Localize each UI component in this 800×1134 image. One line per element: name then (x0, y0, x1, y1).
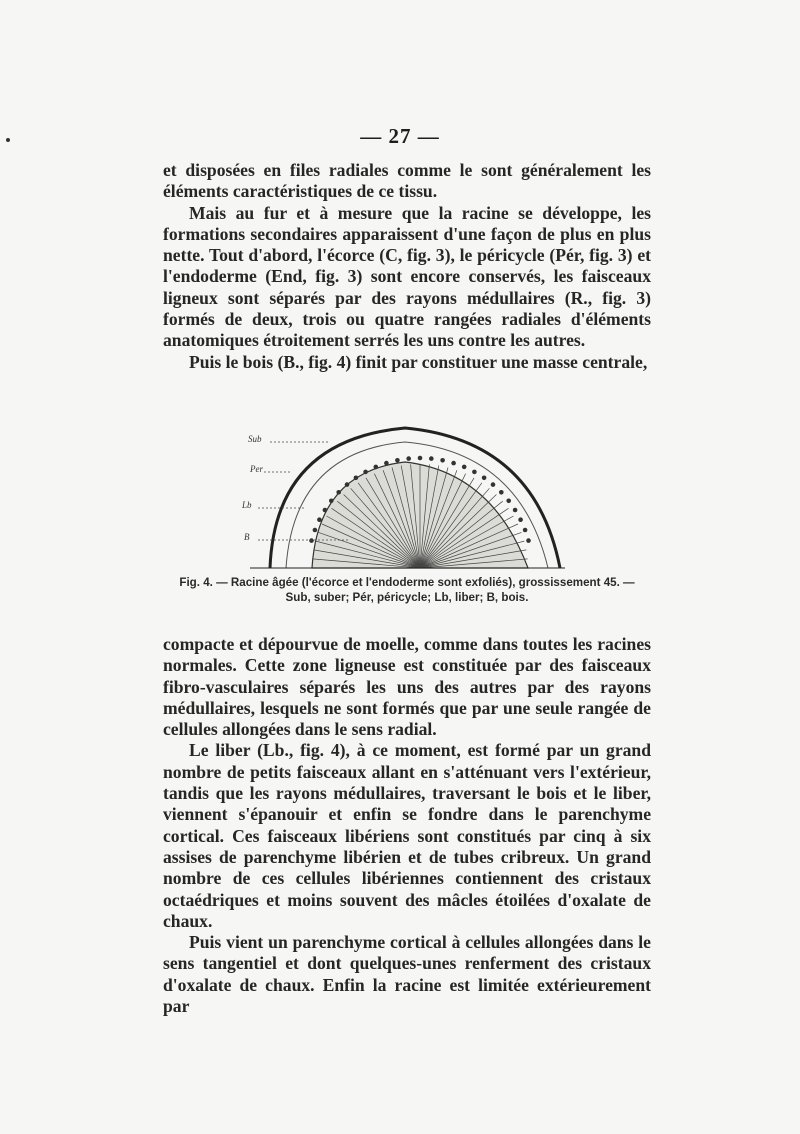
liber-bundle (336, 490, 341, 495)
paragraph-4: compacte et dépourvue de moelle, comme dans toutes les racines normales. Cette zone ligneuse est constituée par des faisceaux fibro-vasculaires séparés les uns des autres par des rayons médullaires, lesquels ne sont formés que par une seule rangée de cellules allongées dans le sens radial. (163, 634, 651, 740)
paragraph-3: Puis le bois (B., fig. 4) finit par constituer une masse centrale, (189, 351, 648, 372)
paragraph-5: Le liber (Lb., fig. 4), à ce moment, est formé par un grand nombre de petits faisceaux allant en s'atténuant vers l'extérieur, tandis que les rayons médullaires, traversant le bois et le liber, viennent s'épanouir et enfin se fondre dans le parenchyme cortical. Ces faisceaux libériens sont constitués par cinq à six assises de parenchyme libérien et de tubes cribreux. Un grand nombre de ces cellules libériennes contiennent des cristaux octaédriques et moins souvent des mâcles étoilées d'oxalate de chaux. (163, 740, 651, 931)
figure-caption (163, 575, 651, 605)
liber-bundle (313, 528, 318, 533)
caption-line-1: Fig. 4. — Racine âgée (l'écorce et l'endoderme sont exfoliés), grossissement 45. — (179, 576, 635, 589)
liber-bundle (418, 456, 423, 461)
liber-bundle (374, 465, 379, 470)
text-block-bottom (163, 634, 651, 1017)
liber-bundle (491, 482, 496, 487)
liber-bundle (499, 490, 504, 495)
root-cross-section-illustration (230, 410, 570, 572)
liber-bundle (472, 470, 477, 475)
liber-bundle (518, 517, 523, 522)
liber-bundle (482, 476, 487, 481)
liber-bundle (523, 528, 528, 533)
liber-bundle (395, 458, 400, 463)
liber-bundle (513, 508, 518, 513)
paragraph-6: Puis vient un parenchyme cortical à cellules allongées dans le sens tangentiel et dont quelques-unes renferment des cristaux d'oxalate de chaux. Enfin la racine est limitée extérieurement par (163, 932, 651, 1017)
liber-bundle (323, 508, 328, 513)
liber-bundle (440, 458, 445, 463)
liber-bundle (384, 461, 389, 466)
liber-bundle (406, 456, 411, 461)
liber-bundle (462, 465, 467, 470)
liber-bundle (345, 482, 350, 487)
liber-bundle (526, 538, 531, 543)
liber-bundle (451, 461, 456, 466)
figure-label-lb: Lb (242, 500, 252, 510)
figure-label-per: Per (250, 464, 263, 474)
liber-bundle (317, 517, 322, 522)
caption-line-2: Sub, suber; Pér, péricycle; Lb, liber; B, bois. (285, 591, 529, 604)
liber-bundle (354, 476, 359, 481)
liber-bundle (309, 538, 314, 543)
text-block-top (163, 160, 651, 373)
liber-bundle (363, 470, 368, 475)
liber-bundle (429, 456, 434, 461)
liber-bundle (506, 499, 511, 504)
page-number: — 27 — (360, 124, 440, 148)
liber-bundle (329, 499, 334, 504)
figure-label-sub: Sub (248, 434, 262, 444)
paragraph-1: et disposées en files radiales comme le sont généralement les éléments caractéristiques de ce tissu. (163, 160, 651, 202)
paragraph-2: Mais au fur et à mesure que la racine se développe, les formations secondaires apparaissent d'une façon de plus en plus nette. Tout d'abord, l'écorce (C, fig. 3), le péricycle (Pér, fig. 3) et l'endoderme (End, fig. 3) sont encore conservés, les faisceaux ligneux sont séparés par des rayons médullaires (R., fig. 3) formés de deux, trois ou quatre rangées radiales d'éléments anatomiques étroitement serrés les uns contre les autres. (163, 202, 651, 351)
root-cross-section-figure (230, 410, 570, 572)
figure-label-b: B (244, 532, 250, 542)
